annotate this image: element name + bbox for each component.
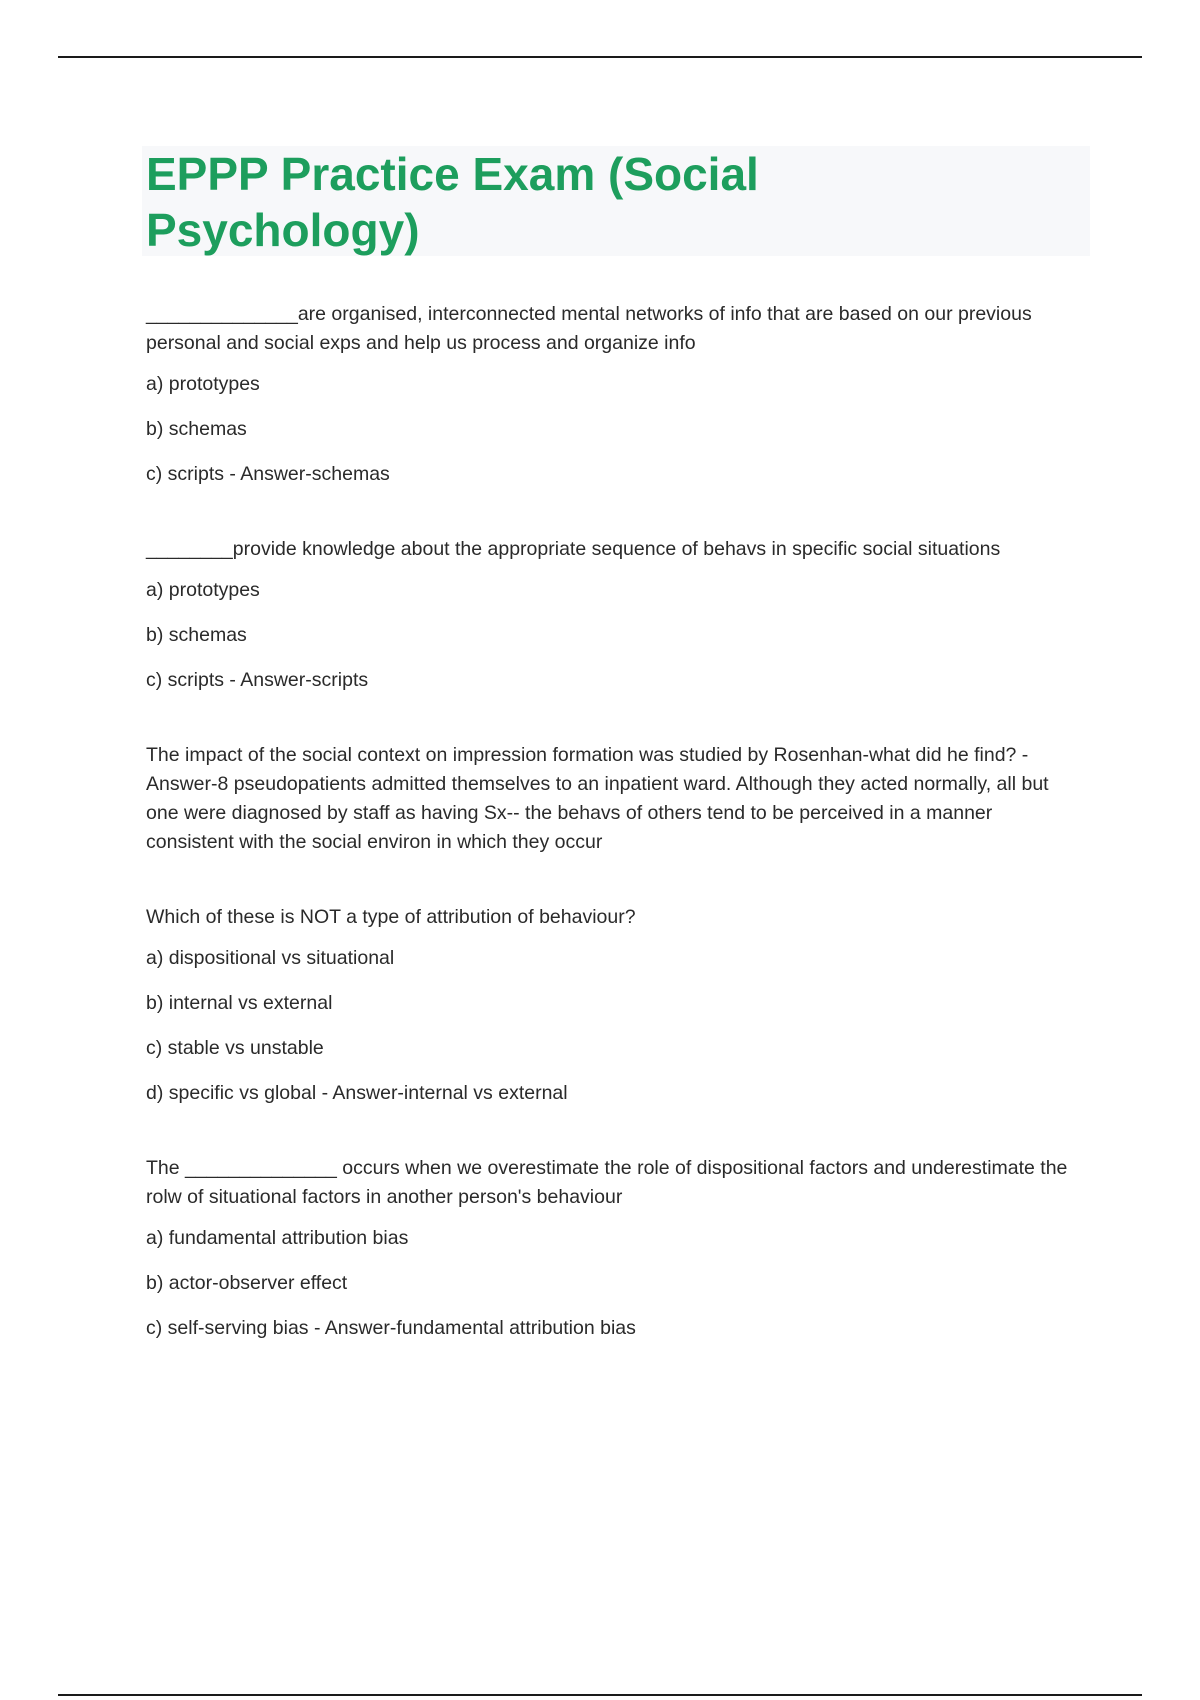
option-c-answer: c) scripts - Answer-scripts xyxy=(146,669,369,691)
option-c-answer: c) scripts - Answer-schemas xyxy=(146,463,390,485)
question-text: ______________are organised, interconnected mental networks of info that are based on our previous personal and social exps and help us process and organize info xyxy=(146,303,1032,354)
question-text: ________provide knowledge about the appropriate sequence of behavs in specific social situations xyxy=(146,538,1001,560)
question-4 xyxy=(146,903,1076,1108)
option-c-answer: c) self-serving bias - Answer-fundamental attribution bias xyxy=(146,1317,636,1339)
option-a: a) fundamental attribution bias xyxy=(146,1227,409,1249)
top-rule xyxy=(58,56,1142,58)
question-1 xyxy=(146,300,1076,489)
option-a: a) prototypes xyxy=(146,579,260,601)
question-text: Which of these is NOT a type of attribution of behaviour? xyxy=(146,906,636,928)
question-3 xyxy=(146,741,1076,857)
option-a: a) dispositional vs situational xyxy=(146,947,395,969)
page-title: EPPP Practice Exam (Social Psychology) xyxy=(146,148,759,256)
title-banner xyxy=(142,146,1090,256)
option-b: b) internal vs external xyxy=(146,992,333,1014)
bottom-rule xyxy=(58,1694,1142,1696)
question-list xyxy=(146,300,1076,1389)
option-d-answer: d) specific vs global - Answer-internal vs external xyxy=(146,1082,568,1104)
question-text: The ______________ occurs when we overestimate the role of dispositional factors and underestimate the rolw of situational factors in another person's behaviour xyxy=(146,1157,1068,1208)
question-text-with-answer: The impact of the social context on impression formation was studied by Rosenhan-what did he find? - Answer-8 pseudopatients admitted themselves to an inpatient ward. Although they acted normally, all but one were diagnosed by staff as having Sx-- the behavs of others tend to be perceived in a manner consistent with the social environ in which they occur xyxy=(146,744,1049,853)
option-b: b) schemas xyxy=(146,624,247,646)
option-a: a) prototypes xyxy=(146,373,260,395)
question-5 xyxy=(146,1154,1076,1343)
question-2 xyxy=(146,535,1076,695)
option-b: b) schemas xyxy=(146,418,247,440)
option-c: c) stable vs unstable xyxy=(146,1037,324,1059)
option-b: b) actor-observer effect xyxy=(146,1272,348,1294)
